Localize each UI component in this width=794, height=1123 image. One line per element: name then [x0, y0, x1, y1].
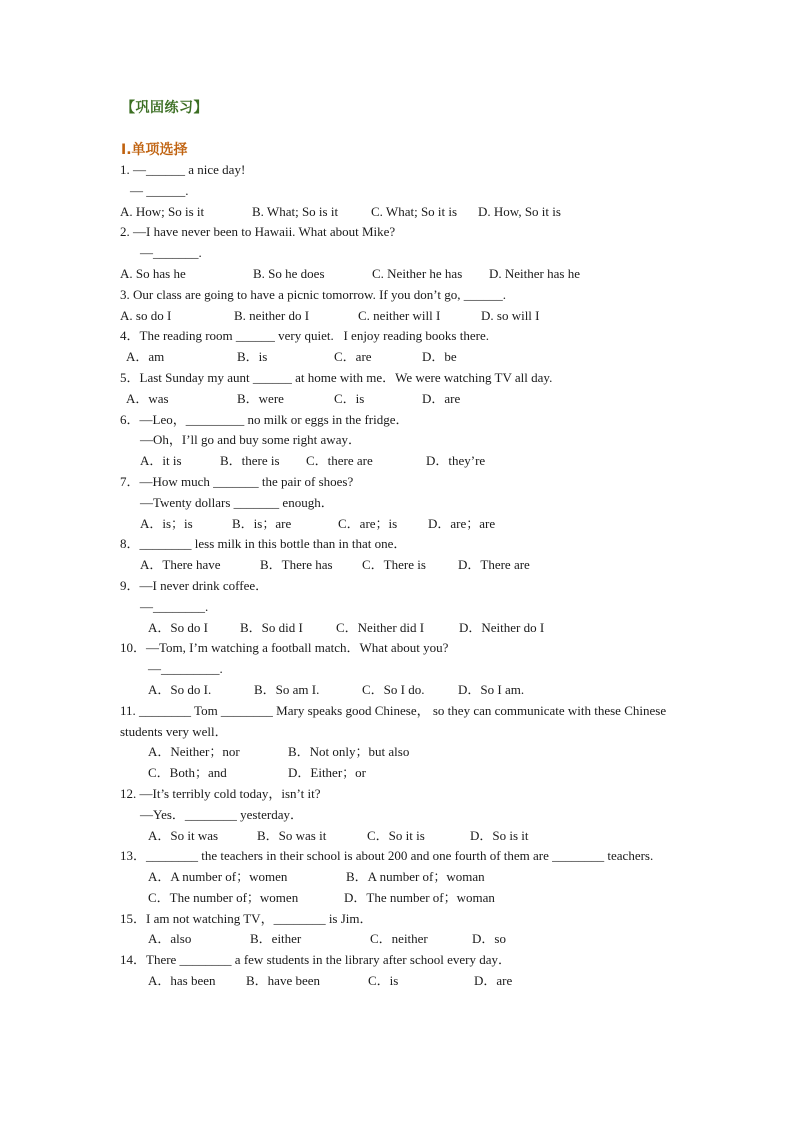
answer-options: [120, 202, 680, 223]
answer-option: D．are；are: [428, 515, 496, 531]
answer-option: A．There have: [140, 557, 221, 573]
answer-option: C．there are: [306, 453, 373, 469]
answer-options: [120, 451, 680, 472]
answer-option: B．So was it: [257, 827, 327, 843]
answer-options: [120, 680, 680, 701]
answer-option: D．The number of；woman: [344, 889, 495, 905]
answer-option: B．So did I: [240, 619, 303, 635]
answer-option: A．Neither；nor: [148, 744, 240, 760]
answer-option: A．was: [126, 390, 169, 406]
answer-option: D．be: [422, 349, 457, 365]
answer-option: C．So I do.: [362, 681, 425, 697]
question-text: 8．________ less milk in this bottle than in that one．: [120, 536, 407, 552]
answer-option: A. How; So is it: [120, 203, 205, 219]
answer-option: B．is；are: [232, 515, 292, 531]
question-text: —Yes．________ yesterday．: [140, 806, 303, 822]
answer-option: B．were: [237, 390, 284, 406]
question-text: — ______.: [130, 182, 189, 198]
question-text: 13．________ the teachers in their school is about 200 and one fourth of them are ________ teachers.: [120, 848, 654, 864]
answer-option: A．So do I.: [148, 681, 212, 697]
answer-option: C. neither will I: [358, 307, 441, 323]
question-text: —Oh，I’ll go and buy some right away．: [140, 432, 361, 448]
question-text: 7．—How much _______ the pair of shoes?: [120, 473, 354, 489]
answer-option: C．Neither did I: [336, 619, 425, 635]
answer-option: C．There is: [362, 557, 426, 573]
answer-option: A．So it was: [148, 827, 219, 843]
question-text: 3. Our class are going to have a picnic tomorrow. If you don’t go, ______.: [120, 286, 506, 302]
question-text: 11. ________ Tom ________ Mary speaks good Chinese， so they can communicate with these Chinese students very well．: [120, 702, 667, 739]
answer-option: C．is: [334, 390, 365, 406]
answer-option: B．is: [237, 349, 268, 365]
answer-option: C．is: [368, 973, 399, 989]
answer-options: [120, 514, 680, 535]
answer-option: A. so do I: [120, 307, 172, 323]
answer-options: [120, 867, 680, 888]
question-text: 9．—I never drink coffee．: [120, 577, 269, 593]
answer-options: [120, 618, 680, 639]
answer-option: A．is；is: [140, 515, 193, 531]
answer-option: B．there is: [220, 453, 280, 469]
answer-options: [120, 555, 680, 576]
answer-option: C．are: [334, 349, 372, 365]
question-text: —_______.: [140, 245, 202, 261]
answer-options: [120, 826, 680, 847]
answer-option: A．So do I: [148, 619, 208, 635]
answer-option: D．they’re: [426, 453, 486, 469]
answer-option: D．so: [472, 931, 506, 947]
answer-option: B．There has: [260, 557, 333, 573]
answer-option: B．Not only；but also: [288, 744, 410, 760]
answer-option: D. How, So it is: [478, 203, 561, 219]
answer-option: B. What; So is it: [252, 203, 339, 219]
answer-option: B．either: [250, 931, 302, 947]
answer-option: A. So has he: [120, 265, 186, 281]
answer-option: D．So is it: [470, 827, 529, 843]
question-text: 12. —It’s terribly cold today，isn’t it?: [120, 785, 321, 801]
answer-options: [120, 971, 680, 992]
question-list: [120, 160, 680, 992]
answer-option: B. So he does: [253, 265, 325, 281]
answer-option: C．Both；and: [148, 765, 227, 781]
answer-option: D．Either；or: [288, 765, 366, 781]
answer-option: C. What; So it is: [371, 203, 458, 219]
answer-option: B．have been: [246, 973, 321, 989]
answer-options: [120, 389, 680, 410]
answer-option: D．There are: [458, 557, 530, 573]
answer-option: D. so will I: [481, 307, 540, 323]
question-text: —Twenty dollars _______ enough．: [140, 494, 334, 510]
question-text: 4．The reading room ______ very quiet. I enjoy reading books there.: [120, 328, 489, 344]
answer-options: [120, 264, 680, 285]
answer-option: C．So it is: [367, 827, 425, 843]
question-text: 15．I am not watching TV，________ is Jim．: [120, 910, 373, 926]
answer-option: C．The number of；women: [148, 889, 299, 905]
answer-option: D．are: [422, 390, 461, 406]
question-text: 6．—Leo，_________ no milk or eggs in the fridge．: [120, 411, 409, 427]
answer-option: A．has been: [148, 973, 216, 989]
answer-options: [120, 888, 680, 909]
answer-options: [120, 763, 680, 784]
answer-option: B．So am I.: [254, 681, 320, 697]
answer-options: [120, 306, 680, 327]
question-text: —_________.: [148, 661, 223, 677]
answer-option: A．it is: [140, 453, 182, 469]
answer-option: B. neither do I: [234, 307, 310, 323]
answer-option: C．neither: [370, 931, 428, 947]
answer-options: [120, 742, 680, 763]
answer-option: C. Neither he has: [372, 265, 463, 281]
exercise-heading: 【巩固练习】: [121, 100, 208, 116]
answer-option: B．A number of；woman: [346, 869, 485, 885]
question-text: —________.: [140, 598, 209, 614]
question-text: 2. —I have never been to Hawaii. What about Mike?: [120, 224, 396, 240]
answer-option: C．are；is: [338, 515, 398, 531]
question-text: 5．Last Sunday my aunt ______ at home with me．We were watching TV all day.: [120, 369, 553, 385]
question-text: 10．—Tom, I’m watching a football match．What about you?: [120, 640, 449, 656]
answer-option: D．So I am.: [458, 681, 525, 697]
answer-option: D．Neither do I: [459, 619, 545, 635]
answer-options: [120, 347, 680, 368]
question-text: 1. —______ a nice day!: [120, 162, 246, 177]
answer-option: D. Neither has he: [489, 265, 580, 281]
question-text: 14．There ________ a few students in the library after school every day．: [120, 952, 511, 968]
answer-option: D．are: [474, 973, 513, 989]
answer-options: [120, 929, 680, 950]
answer-option: A．A number of；women: [148, 869, 288, 885]
section-title: I.单项选择: [121, 142, 188, 158]
answer-option: A．am: [126, 349, 165, 365]
answer-option: A．also: [148, 931, 192, 947]
